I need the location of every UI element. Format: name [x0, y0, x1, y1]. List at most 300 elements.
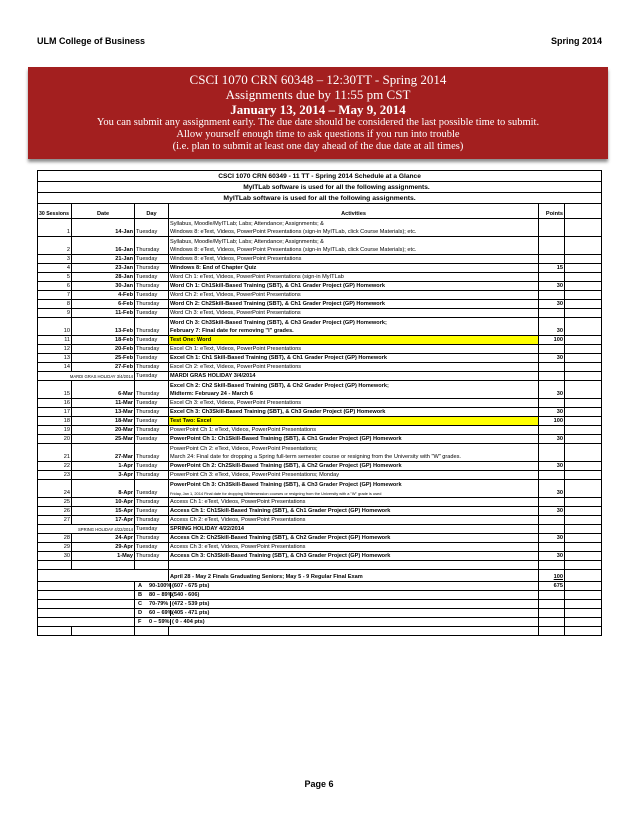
activity-cell: Excel Ch 2: eText, Videos, PowerPoint Presentations: [169, 363, 539, 372]
activity-cell: PowerPoint Ch 3: eText, Videos, PowerPoint Presentations; Monday: [169, 471, 539, 480]
points-value: [539, 399, 565, 408]
col-activities: Activities: [169, 204, 539, 219]
activity-line: Friday, Jan 1, 2014 Final date for dropping Wintersession courses or resigning from the University with a "W" grade is used: [170, 490, 382, 496]
session-date: 27-Feb: [72, 363, 135, 372]
session-number: 13: [38, 354, 72, 363]
activity-cell: Word Ch 2: eText, Videos, PowerPoint Presentations: [169, 291, 539, 300]
activity-cell: MARDI GRAS HOLIDAY 3/4/2014: [169, 372, 539, 381]
session-day: Thursday: [135, 444, 169, 462]
session-day: Thursday: [135, 345, 169, 354]
header-college: ULM College of Business: [37, 36, 146, 46]
empty-cell: [135, 561, 169, 570]
activity-cell: [169, 237, 539, 255]
empty-cell: [565, 444, 602, 462]
activity-cell: Access Ch 3: Ch3Skill-Based Training (SBT), & Ch3 Grader Project (GP) Homework: [169, 552, 539, 561]
grade-row: [38, 609, 602, 618]
session-date: 6-Mar: [72, 381, 135, 399]
activity-cell: Word Ch 1: Ch1Skill-Based Training (SBT), & Ch1 Grader Project (GP) Homework: [169, 282, 539, 291]
empty-cell: [565, 600, 602, 609]
session-date: 15-Apr: [72, 507, 135, 516]
software-note-2: MyITLab software is used for all the following assignments.: [38, 193, 602, 204]
empty-cell: [565, 354, 602, 363]
activity-cell: Access Ch 1: Ch1Skill-Based Training (SBT), & Ch1 Grader Project (GP) Homework: [169, 507, 539, 516]
session-day: Tuesday: [135, 219, 169, 237]
session-number: 15: [38, 381, 72, 399]
empty-cell: [539, 627, 565, 636]
points-value: [539, 219, 565, 237]
empty-cell: [565, 516, 602, 525]
table-row: [38, 219, 602, 237]
grade-row: [38, 600, 602, 609]
banner-note-3: (i.e. plan to submit at least one day ahead of the due date at all times): [172, 141, 464, 152]
activity-cell: Excel Ch 1: eText, Videos, PowerPoint Presentations: [169, 345, 539, 354]
table-row: [38, 237, 602, 255]
empty-cell: [565, 291, 602, 300]
banner-date-range: January 13, 2014 – May 9, 2014: [230, 102, 406, 117]
session-number: 29: [38, 543, 72, 552]
session-number: 2: [38, 237, 72, 255]
session-number: 12: [38, 345, 72, 354]
empty-cell: [169, 561, 539, 570]
grade-letter: D: [138, 609, 143, 616]
session-number: 18: [38, 417, 72, 426]
page-number: Page 6: [304, 779, 334, 789]
activity-cell: Windows 8: eText, Videos, PowerPoint Presentations: [169, 255, 539, 264]
session-day: Tuesday: [135, 507, 169, 516]
table-row: [38, 345, 602, 354]
activity-cell: Excel Ch 3: Ch3Skill-Based Training (SBT), & Ch3 Grader Project (GP) Homework: [169, 408, 539, 417]
empty-cell: [565, 435, 602, 444]
activity-cell: [169, 480, 539, 498]
activity-line: Midterm: February 24 - March 6: [170, 390, 253, 397]
grade-scale: [135, 600, 539, 609]
empty-cell: [565, 507, 602, 516]
activity-line: Windows 8: eText, Videos, PowerPoint Presentations (sign-in MyITLab, click Course Materials); etc.: [170, 246, 417, 253]
session-day: Thursday: [135, 552, 169, 561]
grade-row: [38, 591, 602, 600]
session-date: 16-Jan: [72, 237, 135, 255]
empty-cell: [38, 609, 135, 618]
empty-cell: [38, 561, 72, 570]
holiday-label: SPRING HOLIDAY 4/22/2014: [38, 525, 135, 534]
empty-cell: [565, 273, 602, 282]
session-day: Thursday: [135, 408, 169, 417]
table-row: [38, 336, 602, 345]
session-number: 24: [38, 480, 72, 498]
activity-line: Windows 8: eText, Videos, PowerPoint Presentations (sign-in MyITLab, click Course Materials); etc.: [170, 228, 417, 235]
session-day: Tuesday: [135, 255, 169, 264]
points-value: 30: [539, 354, 565, 363]
grade-scale: [135, 609, 539, 618]
session-number: 25: [38, 498, 72, 507]
col-date: Date: [72, 204, 135, 219]
empty-cell: [565, 417, 602, 426]
table-row: [38, 354, 602, 363]
session-day: Thursday: [135, 534, 169, 543]
empty-cell: [539, 600, 565, 609]
points-value: [539, 372, 565, 381]
points-value: 30: [539, 435, 565, 444]
points-value: 30: [539, 408, 565, 417]
empty-cell: [565, 363, 602, 372]
empty-cell: [565, 318, 602, 336]
session-day: Tuesday: [135, 462, 169, 471]
session-number: 30: [38, 552, 72, 561]
activity-cell: [169, 318, 539, 336]
col-sessions: 30 Sessions: [38, 204, 72, 219]
table-row: [38, 300, 602, 309]
session-date: 11-Feb: [72, 309, 135, 318]
points-value: 30: [539, 507, 565, 516]
grade-scale: [135, 618, 539, 627]
table-row: [38, 363, 602, 372]
session-date: 28-Jan: [72, 273, 135, 282]
table-row: [38, 273, 602, 282]
grade-letter: C: [138, 600, 143, 607]
session-number: 27: [38, 516, 72, 525]
empty-cell: [539, 618, 565, 627]
session-number: 21: [38, 444, 72, 462]
session-day: Thursday: [135, 516, 169, 525]
session-day: Thursday: [135, 381, 169, 399]
points-value: 100: [539, 336, 565, 345]
session-number: 14: [38, 363, 72, 372]
session-date: 1-May: [72, 552, 135, 561]
points-value: 30: [539, 480, 565, 498]
grade-letter: A: [138, 582, 143, 589]
empty-cell: [565, 561, 602, 570]
table-row: [38, 417, 602, 426]
empty-cell: [38, 570, 169, 582]
empty-cell: [565, 309, 602, 318]
table-row: [38, 381, 602, 399]
points-value: 30: [539, 534, 565, 543]
session-date: 27-Mar: [72, 444, 135, 462]
activity-cell: Windows 8: End of Chapter Quiz: [169, 264, 539, 273]
grade-points-range: (607 - 675 pts): [172, 582, 210, 589]
grade-points-range: (540 - 606): [172, 591, 200, 598]
activity-cell: [169, 444, 539, 462]
grade-range: 80 – 89%: [149, 591, 173, 598]
session-number: 20: [38, 435, 72, 444]
empty-cell: [72, 561, 135, 570]
points-value: 30: [539, 300, 565, 309]
software-note-1: MyITLab software is used for all the following assignments.: [135, 182, 539, 193]
spacer-row: [38, 561, 602, 570]
session-number: 19: [38, 426, 72, 435]
table-row: [38, 543, 602, 552]
schedule-sheet: [37, 170, 601, 636]
session-date: 20-Mar: [72, 426, 135, 435]
session-number: 26: [38, 507, 72, 516]
banner-note-2: Allow yourself enough time to ask questions if you run into trouble: [176, 129, 460, 140]
session-day: Thursday: [135, 318, 169, 336]
session-date: 4-Feb: [72, 291, 135, 300]
activity-cell: PowerPoint Ch 2: Ch2Skill-Based Training (SBT), & Ch2 Grader Project (GP) Homework: [169, 462, 539, 471]
empty-cell: [565, 471, 602, 480]
table-row: [38, 471, 602, 480]
empty-cell: [565, 462, 602, 471]
points-value: [539, 525, 565, 534]
session-date: 18-Mar: [72, 417, 135, 426]
session-day: Thursday: [135, 471, 169, 480]
session-number: 3: [38, 255, 72, 264]
grade-range: 60 – 69%: [149, 609, 173, 616]
empty-cell: [38, 600, 135, 609]
empty-cell: [565, 408, 602, 417]
session-number: 5: [38, 273, 72, 282]
points-value: 30: [539, 282, 565, 291]
points-value: 30: [539, 552, 565, 561]
activity-cell: Word Ch 1: eText, Videos, PowerPoint Presentations (sign-in MyITLab: [169, 273, 539, 282]
schedule-body: [38, 171, 602, 636]
empty-cell: [565, 570, 602, 582]
session-day: Tuesday: [135, 417, 169, 426]
table-row: [38, 291, 602, 300]
session-date: 23-Jan: [72, 264, 135, 273]
session-date: 3-Apr: [72, 471, 135, 480]
session-date: 10-Apr: [72, 498, 135, 507]
grade-points-range: (472 - 539 pts): [172, 600, 210, 607]
col-day: Day: [135, 204, 169, 219]
finals-row: [38, 570, 602, 582]
empty-cell: [38, 618, 135, 627]
activity-line: Syllabus, Moodle/MyITLab; Labs; Attendance; Assignments; &: [170, 221, 324, 227]
grade-scale: [135, 591, 539, 600]
table-row: [38, 462, 602, 471]
empty-cell: [539, 609, 565, 618]
banner-due-time: Assignments due by 11:55 pm CST: [225, 87, 411, 102]
finals-text: April 28 - May 2 Finals Graduating Seniors; May 5 - 9 Regular Final Exam: [169, 570, 539, 582]
session-date: 11-Mar: [72, 399, 135, 408]
session-day: Tuesday: [135, 399, 169, 408]
table-row: [38, 480, 602, 498]
points-value: [539, 237, 565, 255]
grade-range: 70-79%: [149, 600, 169, 607]
session-day: Thursday: [135, 426, 169, 435]
empty-cell: [565, 534, 602, 543]
total-points: 675: [539, 582, 565, 591]
empty-cell: [565, 618, 602, 627]
table-row: [38, 444, 602, 462]
empty-cell: [565, 582, 602, 591]
session-number: 22: [38, 462, 72, 471]
col-points: Points: [539, 204, 565, 219]
activity-cell: Test One: Word: [169, 336, 539, 345]
session-day: Thursday: [135, 237, 169, 255]
session-number: 8: [38, 300, 72, 309]
activity-cell: Access Ch 2: Ch2Skill-Based Training (SBT), & Ch2 Grader Project (GP) Homework: [169, 534, 539, 543]
table-row: [38, 399, 602, 408]
activity-cell: Access Ch 3: eText, Videos, PowerPoint Presentations: [169, 543, 539, 552]
table-row: [38, 309, 602, 318]
activity-cell: Access Ch 1: eText, Videos, PowerPoint Presentations: [169, 498, 539, 507]
empty-cell: [565, 300, 602, 309]
banner-note-1: You can submit any assignment early. The due date should be considered the last possible time to submit.: [96, 117, 540, 128]
session-day: Thursday: [135, 498, 169, 507]
session-date: 6-Feb: [72, 300, 135, 309]
empty-cell: [72, 627, 135, 636]
empty-cell: [565, 543, 602, 552]
points-value: [539, 309, 565, 318]
column-headers: [38, 204, 602, 219]
table-row: [38, 282, 602, 291]
session-day: Tuesday: [135, 435, 169, 444]
session-day: Tuesday: [135, 372, 169, 381]
table-row: [38, 498, 602, 507]
session-date: 14-Jan: [72, 219, 135, 237]
holiday-label: MARDI GRAS HOLIDAY 3/4/2014: [38, 372, 135, 381]
activity-cell: Excel Ch 1: Ch1 Skill-Based Training (SBT), & Ch1 Grader Project (GP) Homework: [169, 354, 539, 363]
session-number: 11: [38, 336, 72, 345]
session-number: 1: [38, 219, 72, 237]
empty-cell: [565, 372, 602, 381]
session-day: Tuesday: [135, 354, 169, 363]
grade-scale: [135, 582, 539, 591]
empty-cell: [565, 426, 602, 435]
points-value: 30: [539, 318, 565, 336]
table-row: [38, 516, 602, 525]
empty-cell: [565, 237, 602, 255]
session-date: 8-Apr: [72, 480, 135, 498]
empty-cell: [565, 525, 602, 534]
activity-line: February 7: Final date for removing "I" grades.: [170, 327, 294, 334]
session-date: 13-Feb: [72, 318, 135, 336]
table-row: [38, 255, 602, 264]
empty-cell: [565, 480, 602, 498]
session-number: 17: [38, 408, 72, 417]
activity-cell: Word Ch 2: Ch2Skill-Based Training (SBT), & Ch1 Grader Project (GP) Homework: [169, 300, 539, 309]
points-value: [539, 471, 565, 480]
session-number: 16: [38, 399, 72, 408]
table-row: [38, 435, 602, 444]
activity-line: March 24: Final date for dropping a Spring full-term semester course or resigning from the University with "W" grades.: [170, 453, 461, 460]
session-day: Tuesday: [135, 291, 169, 300]
grade-points-range: (405 - 471 pts): [172, 609, 210, 616]
session-date: 29-Apr: [72, 543, 135, 552]
points-value: 15: [539, 264, 565, 273]
session-day: Tuesday: [135, 273, 169, 282]
activity-cell: Access Ch 2: eText, Videos, PowerPoint Presentations: [169, 516, 539, 525]
session-day: Tuesday: [135, 543, 169, 552]
activity-line: Word Ch 3: Ch3Skill-Based Training (SBT), & Ch3 Grader Project (GP) Homework;: [170, 320, 387, 326]
grade-row: [38, 582, 602, 591]
table-row: [38, 318, 602, 336]
empty-cell: [565, 219, 602, 237]
empty-cell: [565, 381, 602, 399]
table-row: [38, 534, 602, 543]
empty-cell: [565, 345, 602, 354]
points-value: [539, 255, 565, 264]
empty-cell: [539, 561, 565, 570]
header-term: Spring 2014: [550, 36, 602, 46]
session-date: 13-Mar: [72, 408, 135, 417]
schedule-title: CSCI 1070 CRN 60349 - 11 TT - Spring 2014 Schedule at a Glance: [38, 171, 602, 182]
empty-cell: [38, 591, 135, 600]
empty-cell: [565, 498, 602, 507]
session-date: 20-Feb: [72, 345, 135, 354]
session-day: Tuesday: [135, 525, 169, 534]
empty-cell: [169, 627, 539, 636]
table-row: [38, 264, 602, 273]
points-value: [539, 444, 565, 462]
grade-range: 0 – 59%: [149, 618, 170, 625]
points-value: [539, 543, 565, 552]
table-row: [38, 552, 602, 561]
empty-cell: [565, 255, 602, 264]
empty-cell: [565, 591, 602, 600]
activity-line: PowerPoint Ch 2: eText, Videos, PowerPoint Presentations;: [170, 446, 318, 452]
grade-letter: F: [138, 618, 142, 625]
grade-letter: B: [138, 591, 143, 598]
course-banner: [28, 67, 608, 159]
activity-cell: [169, 381, 539, 399]
banner-course-title: CSCI 1070 CRN 60348 – 12:30TT - Spring 2014: [189, 72, 447, 87]
table-row: [38, 426, 602, 435]
activity-cell: Test Two: Excel: [169, 417, 539, 426]
table-row: [38, 507, 602, 516]
finals-points: 100: [539, 570, 565, 582]
activity-cell: Word Ch 3: eText, Videos, PowerPoint Presentations: [169, 309, 539, 318]
activity-line: Syllabus, Moodle/MyITLab; Labs; Attendance; Assignments; &: [170, 239, 324, 245]
session-date: 25-Feb: [72, 354, 135, 363]
schedule-table: [37, 170, 602, 636]
session-day: Thursday: [135, 282, 169, 291]
points-value: [539, 426, 565, 435]
grade-points-range: ( 0 - 404 pts): [172, 618, 205, 625]
spacer-row: [38, 627, 602, 636]
empty-cell: [565, 264, 602, 273]
empty-cell: [565, 399, 602, 408]
points-value: 30: [539, 462, 565, 471]
session-number: 7: [38, 291, 72, 300]
activity-cell: Excel Ch 3: eText, Videos, PowerPoint Presentations: [169, 399, 539, 408]
activity-line: Excel Ch 2: Ch2 Skill-Based Training (SBT), & Ch2 Grader Project (GP) Homework;: [170, 383, 389, 389]
table-row: [38, 408, 602, 417]
points-value: [539, 498, 565, 507]
session-date: 17-Apr: [72, 516, 135, 525]
table-row: [38, 372, 602, 381]
empty-cell: [565, 552, 602, 561]
session-number: 28: [38, 534, 72, 543]
empty-cell: [565, 336, 602, 345]
session-date: 24-Apr: [72, 534, 135, 543]
grade-row: [38, 618, 602, 627]
points-value: 30: [539, 381, 565, 399]
empty-cell: [565, 282, 602, 291]
session-date: 18-Feb: [72, 336, 135, 345]
empty-cell: [135, 627, 169, 636]
session-day: Thursday: [135, 363, 169, 372]
session-date: 21-Jan: [72, 255, 135, 264]
activity-cell: PowerPoint Ch 1: Ch1Skill-Based Training (SBT), & Ch1 Grader Project (GP) Homework: [169, 435, 539, 444]
activity-cell: PowerPoint Ch 1: eText, Videos, PowerPoint Presentations: [169, 426, 539, 435]
session-number: 4: [38, 264, 72, 273]
session-day: Tuesday: [135, 336, 169, 345]
grade-range: 90-100%: [149, 582, 172, 589]
empty-cell: [565, 609, 602, 618]
session-number: 9: [38, 309, 72, 318]
session-date: 25-Mar: [72, 435, 135, 444]
empty-cell: [38, 627, 72, 636]
session-number: 6: [38, 282, 72, 291]
activity-cell: SPRING HOLIDAY 4/22/2014: [169, 525, 539, 534]
empty-cell: [565, 627, 602, 636]
session-date: 30-Jan: [72, 282, 135, 291]
table-row: [38, 525, 602, 534]
points-value: [539, 516, 565, 525]
session-date: 1-Apr: [72, 462, 135, 471]
